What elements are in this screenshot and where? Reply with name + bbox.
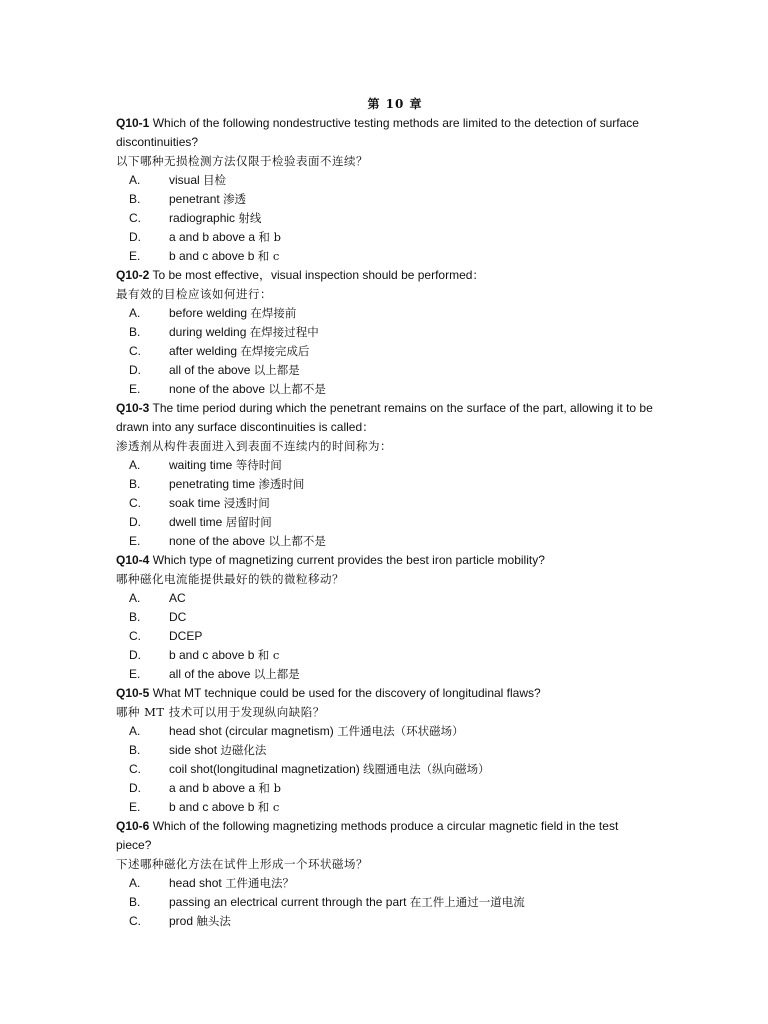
option-text-en: radiographic (169, 211, 236, 225)
option-letter: B. (129, 743, 141, 757)
option-text-zh: 以上都不是 (268, 382, 326, 396)
option-text-en: b and c above b (169, 648, 255, 662)
option-letter: D. (129, 515, 141, 529)
question-text-en (116, 399, 656, 437)
answer-option (116, 912, 656, 931)
option-text (169, 532, 656, 551)
option-letter: B. (129, 325, 141, 339)
question-id: Q10-1 (116, 116, 150, 130)
option-text-zh: 在焊接前 (250, 306, 297, 320)
option-text (169, 513, 656, 532)
option-text-en: head shot (circular magnetism) (169, 724, 334, 738)
question-text-zh: 最有效的目检应该如何进行： (116, 287, 272, 301)
option-text (169, 589, 656, 608)
question-id: Q10-5 (116, 686, 150, 700)
question-text-en (116, 684, 656, 703)
option-text-zh: 在焊接完成后 (240, 344, 310, 358)
answer-option (116, 361, 656, 380)
question-id: Q10-6 (116, 819, 150, 833)
option-text-en: during welding (169, 325, 247, 339)
option-text (169, 475, 656, 494)
option-text-zh: 渗透 (223, 192, 247, 206)
question-block (116, 551, 656, 684)
question-text-zh: 哪种 MT 技术可以用于发现纵向缺陷？ (116, 705, 325, 719)
answer-option (116, 760, 656, 779)
answer-option (116, 779, 656, 798)
option-text-zh: 触头法 (196, 914, 231, 928)
option-letter: D. (129, 781, 141, 795)
option-letter: A. (129, 724, 141, 738)
question-block (116, 114, 656, 266)
option-text (169, 798, 656, 817)
option-text (169, 665, 656, 684)
option-text-zh: 目检 (203, 173, 227, 187)
option-letter: B. (129, 477, 141, 491)
option-text (169, 646, 656, 665)
option-text (169, 361, 656, 380)
question-text-zh: 以下哪种无损检测方法仅限于检验表面不连续？ (116, 154, 368, 168)
option-text (169, 190, 656, 209)
option-letter: E. (129, 800, 141, 814)
answer-option (116, 874, 656, 893)
option-text (169, 912, 656, 931)
option-text-en: none of the above (169, 534, 266, 548)
option-text (169, 722, 656, 741)
answer-option (116, 209, 656, 228)
option-letter: E. (129, 534, 141, 548)
question-text-zh: 渗透剂从构件表面进入到表面不连续内的时间称为： (116, 439, 392, 453)
question-text-en (116, 817, 656, 855)
option-letter: A. (129, 306, 141, 320)
option-text-zh: 工件通电法（环状磁场） (337, 724, 464, 738)
option-text-zh: 和 c (257, 800, 280, 814)
option-text-zh: 和 b (258, 230, 281, 244)
option-text-zh: 边磁化法 (220, 743, 267, 757)
answer-option (116, 893, 656, 912)
option-text-zh: 和 b (258, 781, 281, 795)
answer-option (116, 608, 656, 627)
option-text-en: all of the above (169, 667, 251, 681)
option-text-zh: 和 c (257, 648, 280, 662)
option-text-en: prod (169, 914, 194, 928)
question-block (116, 266, 656, 399)
option-letter: A. (129, 591, 141, 605)
option-text-zh: 在焊接过程中 (249, 325, 319, 339)
chapter-title: 第 10 章 (367, 97, 423, 111)
question-block (116, 684, 656, 817)
option-text-en: soak time (169, 496, 221, 510)
option-letter: C. (129, 762, 141, 776)
question-stem-en: Which type of magnetizing current provides the best iron particle mobility? (152, 553, 545, 567)
option-text-en: coil shot(longitudinal magnetization) (169, 762, 360, 776)
answer-option (116, 589, 656, 608)
question-list (116, 95, 656, 931)
option-text-en: a and b above a (169, 230, 256, 244)
option-letter: B. (129, 895, 141, 909)
answer-option (116, 722, 656, 741)
question-stem-en: Which of the following magnetizing methods produce a circular magnetic field in the test piece? (116, 819, 619, 852)
option-letter: D. (129, 648, 141, 662)
answer-option (116, 171, 656, 190)
answer-option (116, 342, 656, 361)
option-text (169, 608, 656, 627)
option-text-en: after welding (169, 344, 238, 358)
option-letter: B. (129, 610, 141, 624)
answer-option (116, 228, 656, 247)
option-text-zh: 渗透时间 (258, 477, 305, 491)
option-text-en: before welding (169, 306, 248, 320)
question-id: Q10-2 (116, 268, 150, 282)
option-text-en: AC (169, 591, 186, 605)
option-text (169, 304, 656, 323)
option-letter: C. (129, 211, 141, 225)
answer-option (116, 627, 656, 646)
option-letter: E. (129, 382, 141, 396)
option-text (169, 779, 656, 798)
option-text (169, 494, 656, 513)
question-text-en (116, 551, 656, 570)
option-text (169, 342, 656, 361)
option-text (169, 893, 656, 912)
option-text (169, 741, 656, 760)
option-text-en: passing an electrical current through the part (169, 895, 407, 909)
option-text-en: none of the above (169, 382, 266, 396)
answer-option (116, 646, 656, 665)
question-text-en (116, 266, 656, 285)
answer-option (116, 247, 656, 266)
option-letter: A. (129, 458, 141, 472)
answer-option (116, 798, 656, 817)
option-text-en: a and b above a (169, 781, 256, 795)
option-text-en: waiting time (169, 458, 233, 472)
question-block (116, 817, 656, 931)
option-text-zh: 浸透时间 (223, 496, 270, 510)
option-letter: C. (129, 629, 141, 643)
option-text-en: penetrant (169, 192, 220, 206)
option-text-zh: 以上都是 (253, 363, 300, 377)
option-text (169, 171, 656, 190)
option-text-en: visual (169, 173, 200, 187)
option-text (169, 228, 656, 247)
question-stem-en: The time period during which the penetrant remains on the surface of the part, allowing it to be drawn into any surface discontinuities is called： (116, 401, 653, 434)
option-text-en: DCEP (169, 629, 203, 643)
option-text (169, 760, 656, 779)
option-letter: D. (129, 363, 141, 377)
question-stem-en: Which of the following nondestructive testing methods are limited to the detection of surface discontinuities? (116, 116, 639, 149)
option-text-en: b and c above b (169, 249, 255, 263)
question-text-zh: 哪种磁化电流能提供最好的铁的微粒移动？ (116, 572, 344, 586)
question-stem-en: To be most effective，visual inspection should be performed： (152, 268, 485, 282)
option-text-en: penetrating time (169, 477, 256, 491)
answer-option (116, 304, 656, 323)
option-text-zh: 线圈通电法（纵向磁场） (363, 762, 490, 776)
option-letter: B. (129, 192, 141, 206)
answer-option (116, 494, 656, 513)
option-text-en: b and c above b (169, 800, 255, 814)
option-letter: C. (129, 496, 141, 510)
option-text-en: all of the above (169, 363, 251, 377)
option-text (169, 456, 656, 475)
option-letter: E. (129, 667, 141, 681)
option-letter: A. (129, 876, 141, 890)
option-letter: C. (129, 914, 141, 928)
option-text-zh: 等待时间 (235, 458, 282, 472)
option-text (169, 209, 656, 228)
option-text (169, 247, 656, 266)
option-text-zh: 在工件上通过一道电流 (409, 895, 525, 909)
option-letter: C. (129, 344, 141, 358)
answer-option (116, 665, 656, 684)
option-letter: E. (129, 249, 141, 263)
option-text-en: DC (169, 610, 187, 624)
option-text-zh: 工件通电法？ (225, 876, 295, 890)
option-text (169, 323, 656, 342)
question-text-en (116, 114, 656, 152)
answer-option (116, 475, 656, 494)
question-stem-en: What MT technique could be used for the discovery of longitudinal flaws? (152, 686, 541, 700)
question-block (116, 399, 656, 551)
answer-option (116, 741, 656, 760)
option-text (169, 874, 656, 893)
option-text-zh: 和 c (257, 249, 280, 263)
answer-option (116, 190, 656, 209)
option-text-zh: 以上都是 (253, 667, 300, 681)
option-text-zh: 居留时间 (225, 515, 272, 529)
answer-option (116, 380, 656, 399)
option-text-en: side shot (169, 743, 218, 757)
answer-option (116, 532, 656, 551)
option-text-zh: 射线 (238, 211, 262, 225)
option-text-zh: 以上都不是 (268, 534, 326, 548)
answer-option (116, 456, 656, 475)
option-text-en: dwell time (169, 515, 223, 529)
option-text (169, 380, 656, 399)
answer-option (116, 323, 656, 342)
question-text-zh: 下述哪种磁化方法在试件上形成一个环状磁场？ (116, 857, 368, 871)
option-text (169, 627, 656, 646)
option-letter: D. (129, 230, 141, 244)
question-id: Q10-3 (116, 401, 150, 415)
answer-option (116, 513, 656, 532)
option-text-en: head shot (169, 876, 222, 890)
option-letter: A. (129, 173, 141, 187)
question-id: Q10-4 (116, 553, 150, 567)
